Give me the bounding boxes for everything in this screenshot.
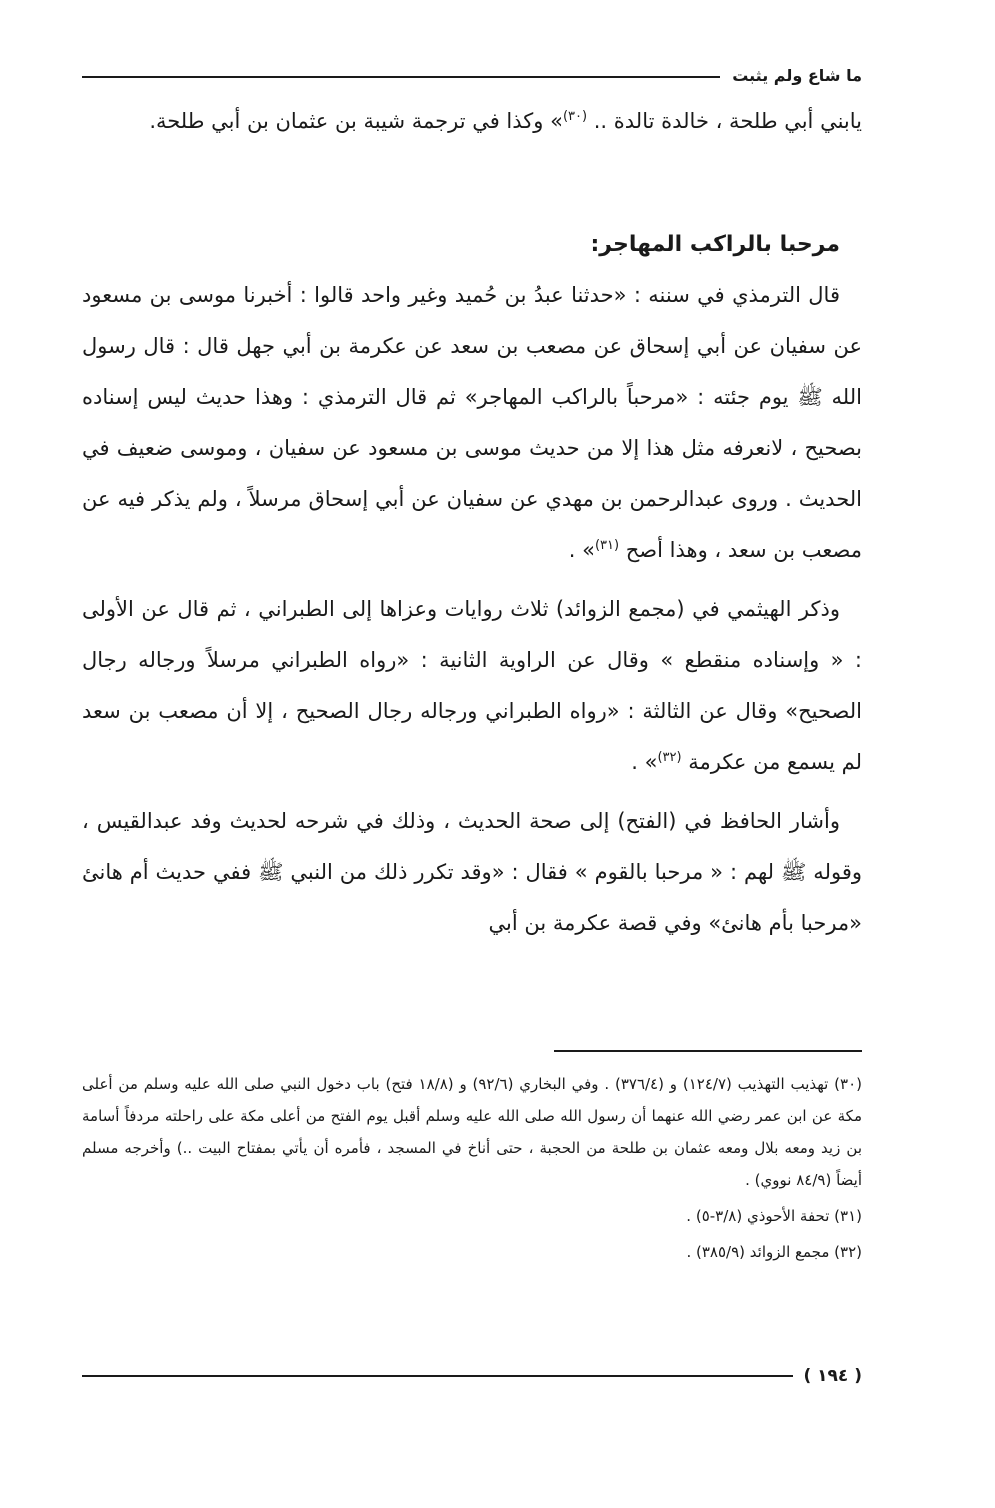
main-text [82, 96, 862, 949]
running-title: ما شاع ولم يثبت [732, 65, 862, 85]
page-number: ( ١٩٤ ) [803, 1366, 862, 1386]
paragraph-3-text-before: وذكر الهيثمي في (مجمع الزوائد) ثلاث روايات وعزاها إلى الطبراني ، ثم قال عن الأولى : « وإسناده منقطع » وقال عن الراوية الثانية : «رواه الطبراني مرسلاً ورجاله رجال الصحيح» وقال عن الثالثة : «رواه الطبراني ورجاله رجال الصحيح ، إلا أن مصعب بن سعد لم يسمع من عكرمة [82, 597, 862, 774]
paragraph-2-text-after: » . [568, 538, 595, 562]
paragraph-2-text-before: قال الترمذي في سننه : «حدثنا عبدُ بن حُميد وغير واحد قالوا : أخبرنا موسى بن مسعود عن سفيان عن أبي إسحاق عن مصعب بن سعد عن عكرمة بن أبي جهل قال : قال رسول الله ﷺ يوم جئته : «مرحباً بالراكب المهاجر» ثم قال الترمذي : وهذا حديث ليس إسناده بصحيح ، لانعرفه مثل هذا إلا من حديث موسى بن مسعود عن سفيان ، وموسى ضعيف في الحديث . وروى عبدالرحمن بن مهدي عن سفيان عن أبي إسحاق مرسلاً ، ولم يذكر فيه عن مصعب بن سعد ، وهذا أصح [82, 283, 862, 562]
footnote-ref-32: (٣٢) [657, 750, 682, 765]
footnote-32: (٣٢) مجمع الزوائد (٣٨٥/٩) . [686, 1243, 862, 1261]
footnote-separator [554, 1050, 862, 1052]
paragraph-continuation [82, 96, 862, 147]
paragraph-3-text-after: » . [631, 750, 658, 774]
section-heading: مرحبا بالراكب المهاجر: [590, 232, 840, 257]
header-rule [82, 76, 720, 78]
footnotes [82, 1068, 862, 1268]
footer-rule [82, 1375, 793, 1377]
page-footer [82, 1360, 862, 1392]
paragraph-tirmidhi [82, 270, 862, 576]
section-spacer [82, 147, 862, 219]
footnote-31: (٣١) تحفة الأحوذي (٣/٨-٥) . [686, 1207, 862, 1225]
footnote-ref-31: (٣١) [594, 538, 620, 553]
paragraph-hafiz: وأشار الحافظ في (الفتح) إلى صحة الحديث ، وذلك في شرحه لحديث وفد عبدالقيس ، وقوله ﷺ لهم : « مرحبا بالقوم » فقال : «وقد تكرر ذلك من النبي ﷺ ففي حديث أم هانئ «مرحبا بأم هانئ» وفي قصة عكرمة بن أبي [82, 809, 862, 935]
footnote-30: (٣٠) تهذيب التهذيب (١٢٤/٧) و (٣٧٦/٤) . وفي البخاري (٩٢/٦) و (١٨/٨ فتح) باب دخول النبي صلى الله عليه وسلم من أعلى مكة عن ابن عمر رضي الله عنهما أن رسول الله صلى الله عليه وسلم أقبل يوم الفتح من أعلى مكة على راحلته مردفاً أسامة بن زيد ومعه بلال ومعه عثمان بن طلحة من الحجبة ، حتى أناخ في المسجد ، فأمره أن يأتي بمفتاح البيت ..) وأخرجه مسلم أيضاً (٨٤/٩ نووي) . [82, 1075, 862, 1189]
paragraph-1-text-after: » وكذا في ترجمة شيبة بن عثمان بن أبي طلحة. [149, 109, 563, 133]
running-header [82, 60, 862, 90]
footnote-ref-30: (٣٠) [562, 109, 588, 124]
paragraph-1-text-before: يابني أبي طلحة ، خالدة تالدة .. [587, 109, 862, 133]
paragraph-haythami [82, 584, 862, 788]
